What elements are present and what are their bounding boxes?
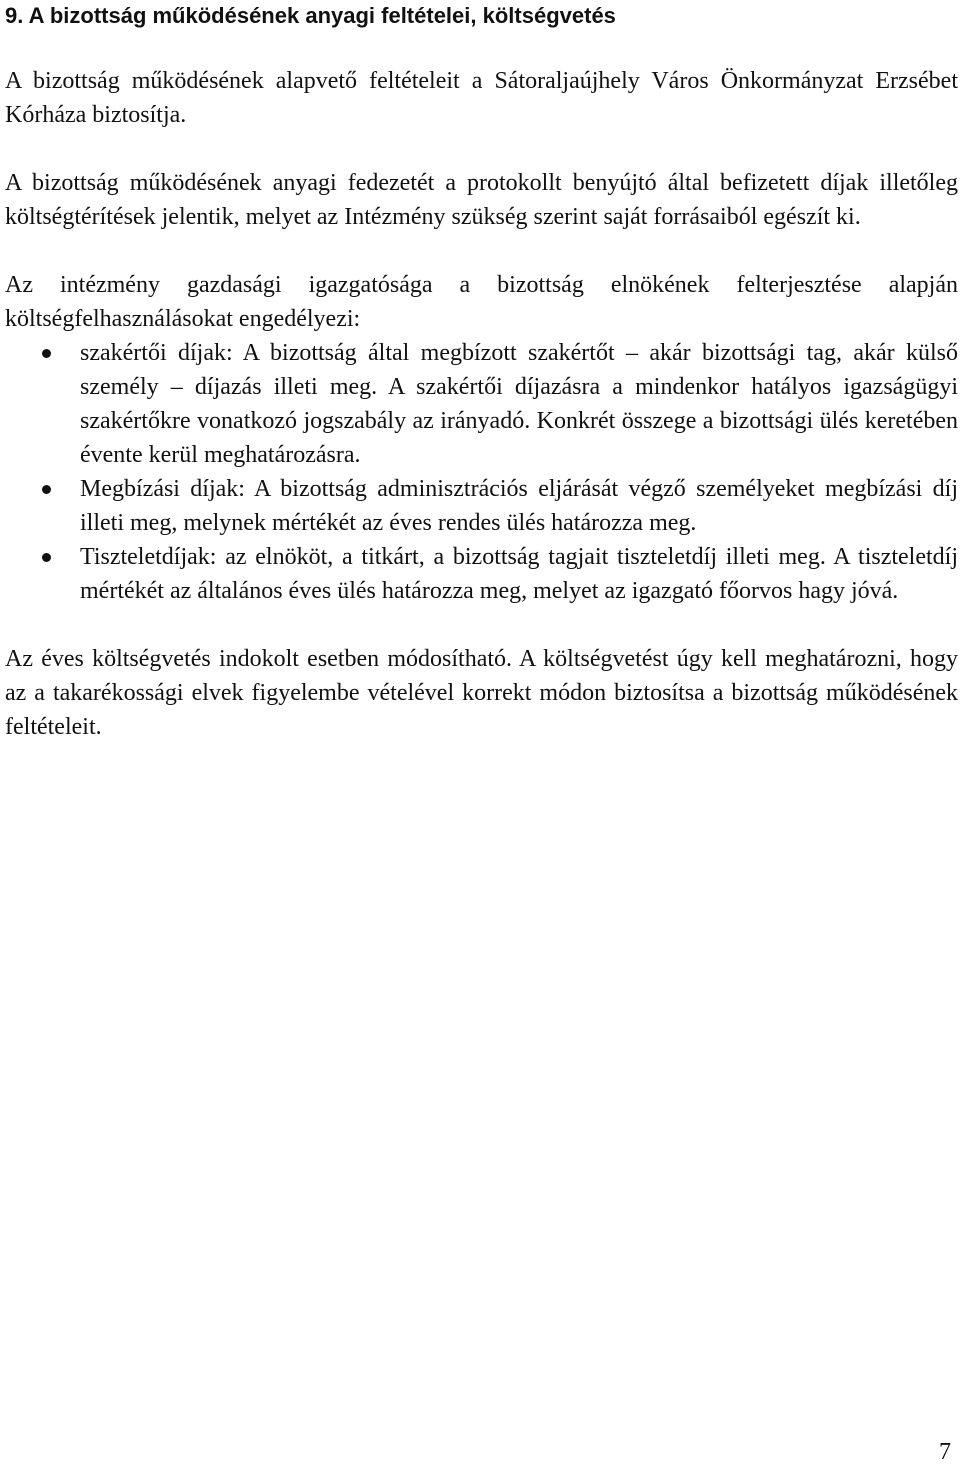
bullet-icon <box>42 349 51 358</box>
list-item-text: szakértői díjak: A bizottság által megbízott szakértőt – akár bizottsági tag, akár külső személy – díjazás illeti meg. A szakértői díjazásra a mindenkor hatályos igazságügyi szakértőkre vonatkozó jogszabály az irányadó. Konkrét összege a bizottsági ülés keretében évente kerül meghatározásra. <box>80 340 958 468</box>
page-number: 7 <box>939 1439 951 1465</box>
list-item-commission-fees <box>5 472 958 540</box>
paragraph-budget-modification: Az éves költségvetés indokolt esetben módosítható. A költségvetést úgy kell meghatározni, hogy az a takarékossági elvek figyelembe vételével korrekt módon biztosítsa a bizottság működésének feltételeit. <box>5 646 958 740</box>
section-heading: 9. A bizottság működésének anyagi feltételei, költségvetés <box>5 3 616 28</box>
list-item-text: Tiszteletdíjak: az elnököt, a titkárt, a bizottság tagjait tiszteletdíj illeti meg. A tiszteletdíj mértékét az általános éves ülés határozza meg, melyet az igazgató főorvos hagy jóvá. <box>80 544 958 604</box>
list-item-text: Megbízási díjak: A bizottság adminisztrációs eljárását végző személyeket megbízási díj illeti meg, melynek mértékét az éves rendes ülés határozza meg. <box>80 476 958 536</box>
list-item-expert-fees <box>5 336 958 472</box>
paragraph-cost-approval: Az intézmény gazdasági igazgatósága a bizottság elnökének felterjesztése alapján költségfelhasználásokat engedélyezi: <box>5 272 958 332</box>
expense-list <box>5 336 958 608</box>
bullet-icon <box>42 485 51 494</box>
list-item-honoraria <box>5 540 958 608</box>
paragraph-operating-conditions: A bizottság működésének alapvető feltételeit a Sátoraljaújhely Város Önkormányzat Erzsébet Kórháza biztosítja. <box>5 68 958 128</box>
paragraph-financial-coverage: A bizottság működésének anyagi fedezetét a protokollt benyújtó által befizetett díjak illetőleg költségtérítések jelentik, melyet az Intézmény szükség szerint saját forrásaiból egészít ki. <box>5 170 958 230</box>
document-page <box>5 0 958 744</box>
bullet-icon <box>42 553 51 562</box>
